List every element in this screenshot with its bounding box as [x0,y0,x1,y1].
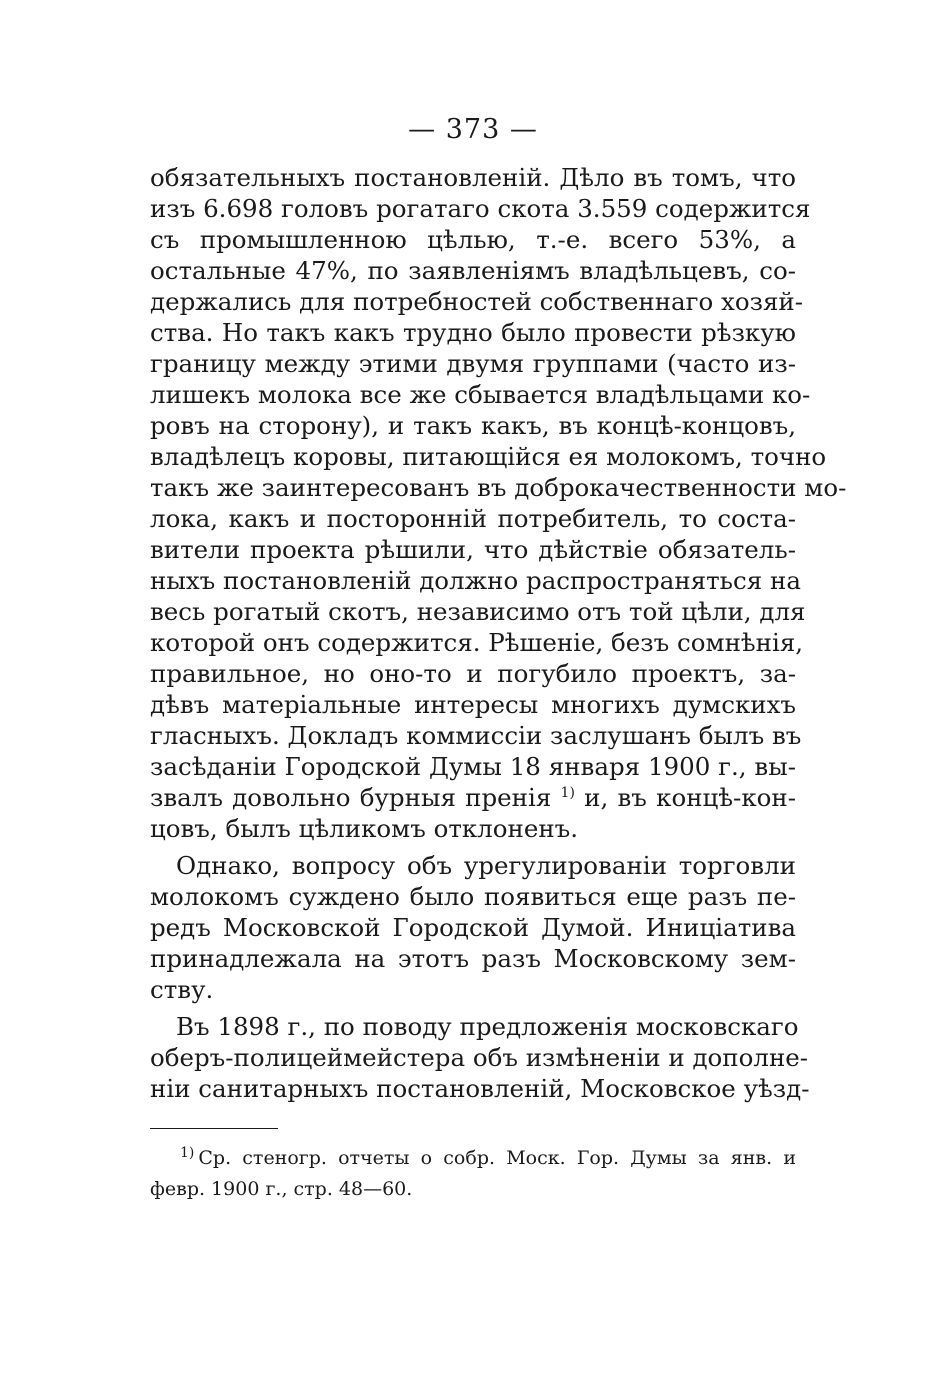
book-page [150,112,847,1205]
text-line: обязательныхъ постановленій. Дѣло въ томъ, что [150,163,796,192]
text-line: остальные 47%, по заявленіямъ владѣльцевъ, со- [150,256,796,285]
text-line: ству. [150,975,214,1004]
text-line: границу между этими двумя группами (часто из- [150,349,796,378]
text-line: гласныхъ. Докладъ коммиссіи заслушанъ былъ въ [150,721,802,750]
text-line: держались для потребностей собственнаго хозяй- [150,287,804,316]
paragraph-3 [150,1011,810,1104]
text-line: правильное, но оно-то и погубило проектъ, за- [150,659,796,688]
text-line: весь рогатый скотъ, независимо отъ той цѣли, для [150,597,806,626]
page-number: — 373 — [408,114,538,145]
text-line: такъ же заинтересованъ въ доброкачественности мо- [150,473,847,502]
footnote-mark: 1) [180,1144,195,1161]
text-line: ныхъ постановленій должно распространяться на [150,566,801,595]
text-segment: и, въ концѣ-кон- [574,783,797,812]
text-line: которой онъ содержится. Рѣшеніе, безъ сомнѣнія, [150,628,804,657]
text-line: ровъ на сторону), и такъ какъ, въ концѣ-концовъ, [150,411,796,440]
footnote-line: февр. 1900 г., стр. 48—60. [150,1178,413,1200]
text-line: дѣвъ матеріальные интересы многихъ думскихъ [150,690,796,719]
paragraph-2 [150,850,796,1005]
text-line: цовъ, былъ цѣликомъ отклоненъ. [150,814,579,843]
text-line: владѣлецъ коровы, питающійся ея молокомъ, точно [150,442,827,471]
footnote-line [150,1143,796,1174]
text-line: лишекъ молока все же сбывается владѣльцами ко- [150,380,811,409]
footnote-reference: 1) [560,784,575,801]
text-line: Однако, вопросу объ урегулированіи торговли [176,851,796,880]
text-line: съ промышленною цѣлью, т.-е. всего 53%, а [150,225,796,254]
text-line: оберъ-полицеймейстера объ измѣненіи и дополне- [150,1043,809,1072]
footnote [150,1143,796,1205]
text-line: вители проекта рѣшили, что дѣйствіе обязатель- [150,535,796,564]
text-line: засѣданіи Городской Думы 18 января 1900 г., вы- [150,752,796,781]
paragraph-1 [150,162,847,844]
text-line: принадлежала на этотъ разъ Московскому зем- [150,944,796,973]
text-line: молокомъ суждено было появиться еще разъ пе- [150,882,796,911]
text-line: ства. Но такъ какъ трудно было провести рѣзкую [150,318,796,347]
text-line: Въ 1898 г., по поводу предложенія московскаго [176,1012,799,1041]
text-line-with-footnote-ref [150,782,796,813]
text-line: редъ Московской Городской Думой. Иниціатива [150,913,796,942]
text-line: изъ 6.698 головъ рогатаго скота 3.559 содержится [150,194,811,223]
footnote-divider [150,1128,278,1129]
text-segment: звалъ довольно бурныя пренія [150,783,552,812]
footnote-text: Ср. стеногр. отчеты о собр. Моск. Гор. Думы за янв. и [198,1147,796,1169]
text-line: ніи санитарныхъ постановленій, Московское уѣзд- [150,1074,810,1103]
text-line: лока, какъ и посторонній потребитель, то соста- [150,504,796,533]
